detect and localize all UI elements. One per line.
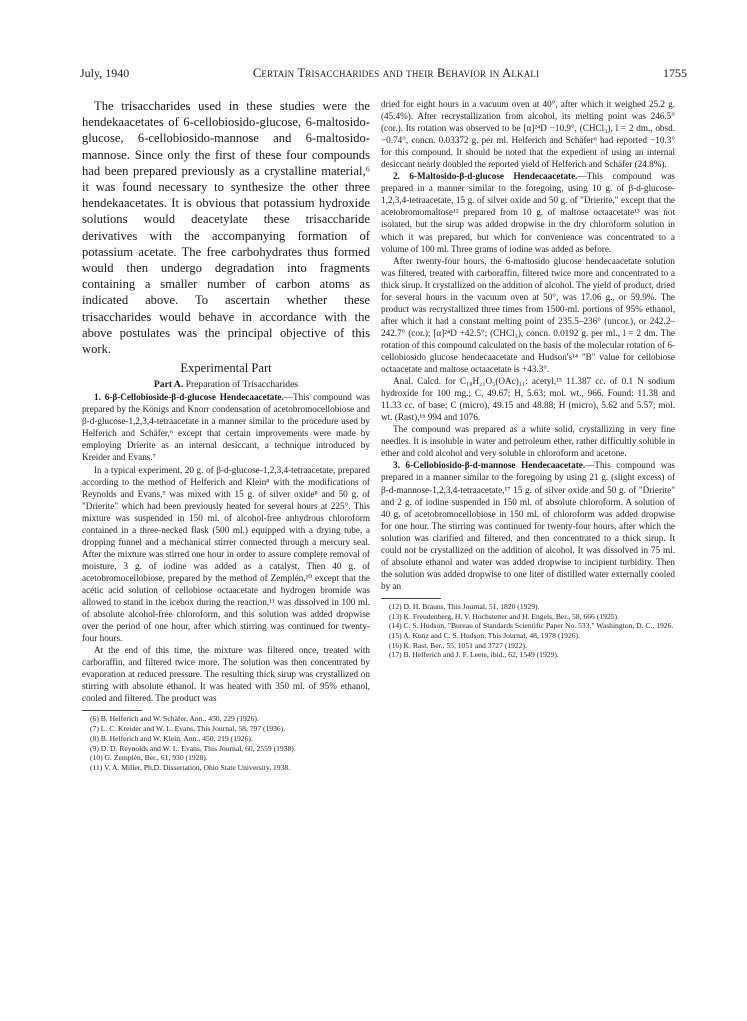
footnote-divider — [381, 598, 441, 599]
footnote: (11) V. A. Miller, Ph.D. Dissertation, Ohio State University, 1938. — [90, 762, 291, 772]
properties-paragraph: The compound was prepared as a white solid, crystallizing in very fine needles. It is insoluble in water and petroleum ether, rather difficultly soluble in ether and cold alcohol and very soluble in chloroform and acetone. — [381, 424, 675, 459]
procedure-paragraph-4: dried for eight hours in a vacuum oven at 40°, after which it weighed 25.2 g. (45.4%). After recrystallization from alcohol, its melting point was 246.5° (cor.). Its rotation was observed to be [α]²⁴D −10.9°, (CHCl₃), l = 2 dm., obsd. −0.74°, concn. 0.03372 g. per ml. Helferich and Schäfer⁶ had reported −10.3° for this compound. It should be noted that the expedient of using an internal desiccant nearly doubled the reported yield of Helferich and Schäfer (24.8%). — [381, 99, 675, 170]
procedure-paragraph-7 — [381, 459, 675, 592]
footnote: (9) D. D. Reynolds and W. L. Evans, This Journal, 60, 2559 (1938). — [90, 743, 296, 753]
running-title: Certain Trisaccharides and their Behavior in Alkali — [252, 66, 540, 80]
part-title: Preparation of Trisaccharides — [185, 379, 299, 391]
compound-heading-2: 2. 6-Maltosido-β-d-glucose Hendecaacetate. — [393, 171, 578, 182]
paragraph-text: —This compound was prepared by the Königs and Knorr condensation of acetobromocellobiose and β-d-glucose-1,2,3,4-tetraacetate in a manner similar to the procedure used by Helferich and Schäfer,⁶ except that certain improvements were made by employing Drierite as an internal desiccant, a technique introduced by Kreider and Evans.⁷ — [82, 392, 370, 463]
compound-heading-3: 3. 6-Cellobiosido-β-d-mannose Hendecaacetate. — [393, 460, 586, 471]
procedure-paragraph-5 — [381, 170, 675, 254]
procedure-paragraph-2: In a typical experiment, 20 g. of β-d-glucose-1,2,3,4-tetraacetate, prepared according to the method of Helferich and Klein⁸ with the modifications of Reynolds and Evans,⁹ was mixed with 15 g. of silver oxide⁸ and 50 g. of "Drierite" which had been previously heated for several hours at 225°. This mixture was suspended in 150 ml. of alcohol-free anhydrous chloroform contained in a three-necked flask (500 ml.) equipped with a drying tube, a dropping funnel and a mechanical stirrer connected through a mercury seal. After the mixture was stirred one hour in order to assure complete removal of moisture, 3 g. of iodine was added as a catalyst. Then 40 g. of acetobromocellobiose, prepared by the method of Zemplén,¹⁰ except that the acetic acid solution of cellobiose octaacetate and hydrogen bromide was allowed to stand in the icebox during the reaction,¹¹ was dissolved in 100 ml. of absolute alcohol-free chloroform, and this solution was added dropwise over the period of one hour, after which stirring was continued for twenty-four hours. — [82, 464, 370, 644]
footnote: (7) L. C. Kreider and W. L. Evans, This Journal, 58, 797 (1936). — [90, 724, 286, 734]
footnote: (16) K. Rast, Ber., 55, 1051 and 3727 (1922). — [389, 640, 527, 650]
issue-date: July, 1940 — [80, 66, 130, 80]
footnote: (15) A. Kunz and C. S. Hudson, This Journal, 48, 1978 (1926). — [389, 631, 580, 641]
footnote: (12) D. H. Brauns, This Journal, 51, 1820 (1929). — [389, 601, 540, 611]
part-heading — [82, 378, 370, 391]
footnote: (13) K. Freudenberg, H. V. Hochstetter and H. Engels, Ber., 58, 666 (1925). — [389, 611, 619, 621]
footnote: (8) B. Helferich and W. Klein, Ann., 450, 219 (1926). — [90, 733, 253, 743]
footnote: (6) B. Helferich and W. Schäfer, Ann., 450, 229 (1926). — [90, 714, 259, 724]
running-header — [80, 66, 687, 81]
right-column — [381, 98, 675, 660]
footnote: (17) B. Helferich and J. F. Leete, ibid., 62, 1549 (1929). — [389, 650, 559, 660]
procedure-paragraph-6: After twenty-four hours, the 6-maltosido glucose hendecaacetate solution was filtered, treated with carboraffin, filtered twice more and concentrated to a thick sirup. It crystallized on the addition of alcohol. The yield of product, dried for several hours in the vacuum oven at 50°, was 17.06 g., or 59.9%. The product was recrystallized three times from 1500-ml. portions of 95% ethanol, after which it had a constant melting point of 235.5–236° (uncor.), or 242.2–242.7° (cor.); [α]²⁴D +42.5°; (CHCl₃), concn. 0.0192 g. per ml., l = 2 dm. The rotation of this compound calculated on the basis of the molecular rotation of 6-cellobiosido glucose hendecaacetate and Hudson's¹⁴ "B" value for cellobiose octaacetate and maltose octaacetate is +43.3°. — [381, 255, 675, 375]
paragraph-text: —This compound was prepared in a manner similar to the foregoing by using 21 g. (slight excess) of β-d-mannose-1,2,3,4-tetraacetate,¹⁷ 15 g. of silver oxide and 50 g. of "Drierite" and 2 g. of iodine suspended in 150 ml. of absolute chloroform. A solution of 40 g. of acetobromocellobiose in 150 ml. of chloroform was added dropwise for one hour. The stirring was continued for twenty-four hours, after which the solution was clarified and filtered, and then concentrated to a thick sirup. It could not be crystallized on the addition of alcohol. It was dissolved in 75 ml. of absolute ethanol and water was added dropwise to incipient turbidity. Then the solution was added dropwise to one liter of distilled water externally cooled by an — [381, 460, 675, 591]
footnote: (14) C. S. Hudson, "Bureau of Standards Scientific Paper No. 533," Washington, D. C., 1926. — [389, 621, 674, 631]
part-label: Part A. — [153, 379, 184, 391]
section-heading: Experimental Part — [180, 361, 272, 376]
left-column — [82, 98, 370, 773]
footnote-divider — [82, 710, 142, 711]
paragraph-text: —This compound was prepared in a manner similar to the foregoing, using 10 g. of β-d-glucose-1,2,3,4-tetraacetate, 15 g. of silver oxide and 50 g. of "Drierite," except that the acetobromomaltose¹² prepared from 10 g. of maltose octaacetate¹³ was not isolated, but the sirup was added dropwise in the dry chloroform solution in which it was prepared, but which for convenience was concentrated to a volume of 100 ml. Three grams of iodine was added as before. — [381, 171, 675, 254]
procedure-paragraph-1 — [82, 391, 370, 463]
compound-heading-1: 1. 6-β-Cellobioside-β-d-glucose Hendecaacetate. — [94, 392, 284, 403]
page-number: 1755 — [662, 66, 687, 80]
footnote: (10) G. Zemplén, Ber., 61, 930 (1928). — [90, 753, 208, 763]
procedure-paragraph-3: At the end of this time, the mixture was filtered once, treated with carboraffin, and filtered twice more. The solution was then concentrated by evaporation at reduced pressure. The resulting thick sirup was crystallized on stirring with absolute ethanol. It was heated with 350 ml. of 95% ethanol, cooled and filtered. The product was — [82, 645, 370, 704]
analysis-paragraph: Anal. Calcd. for C₁₈H₂₁O₅(OAc)₁₁: acetyl,¹⁵ 11.387 cc. of 0.1 N sodium hydroxide for 100 mg.; C, 49.67; H, 5.63; mol. wt., 966. Found: 11.38 and 11.33 cc. of base; C (micro), 49.15 and 48.88; H (micro), 5.62 and 5.57; mol. wt. (Rast),¹⁶ 994 and 1076. — [381, 376, 675, 423]
intro-paragraph: The trisaccharides used in these studies were the hendekaacetates of 6-cellobiosido-glucose, 6-maltosido-glucose, 6-cellobiosido-mannose and 6-maltosido-mannose. Since only the first of these four compounds had been prepared previously as a crystalline material,⁶ it was found necessary to synthesize the other three hendekaacetates. It is obvious that potassium hydroxide solutions would deacetylate these trisaccharide derivatives with the accompanying formation of potassium acetate. The free carbohydrates thus formed would then undergo degradation into fragments containing a smaller number of carbon atoms as indicated above. To ascertain whether these trisaccharides would behave in accordance with the above postulates was the principal objective of this work. — [82, 99, 370, 357]
